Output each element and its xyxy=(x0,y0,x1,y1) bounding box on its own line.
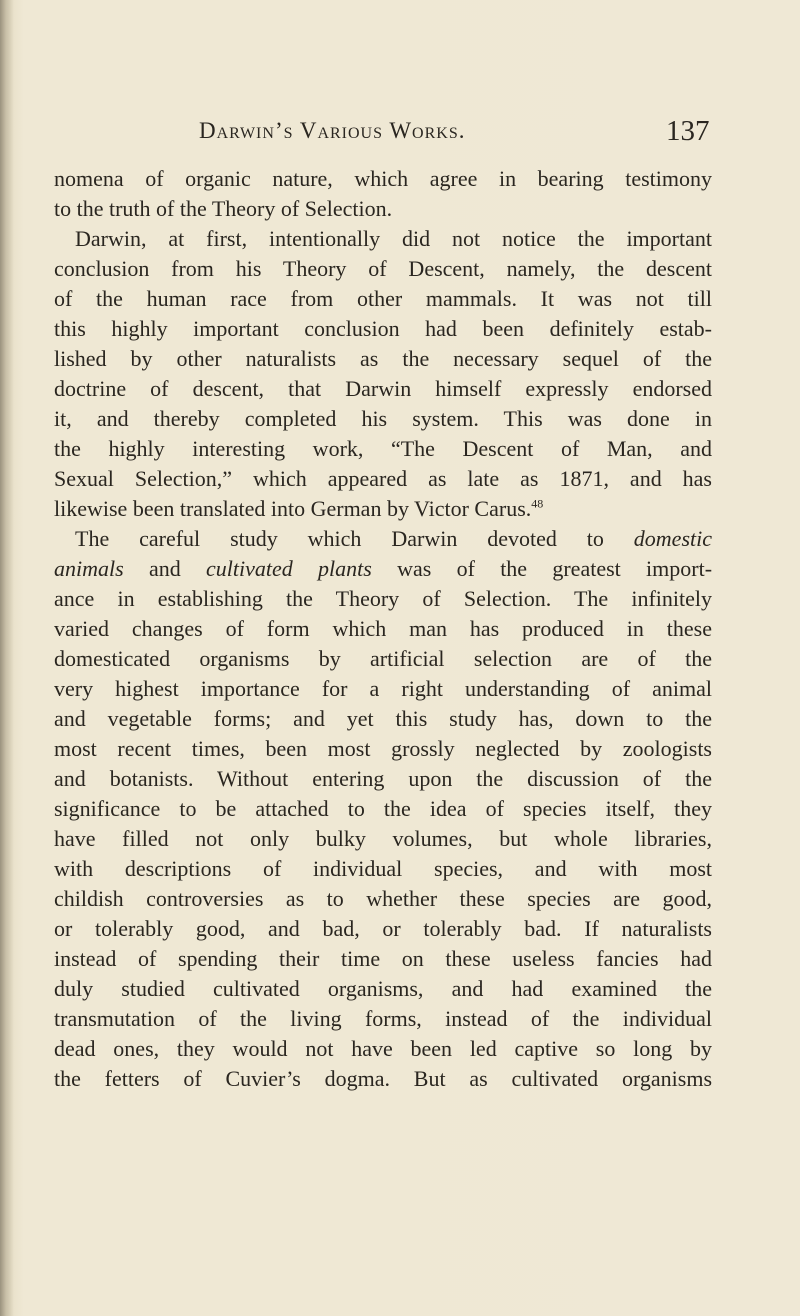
footnote-ref: 48 xyxy=(531,496,544,511)
text-line: it, and thereby completed his system. This was done in xyxy=(54,406,712,431)
text-line: the highly interesting work, “The Descent of Man, and xyxy=(54,436,712,461)
text-line: The careful study which Darwin devoted to domestic xyxy=(75,526,712,551)
text-line: Darwin, at first, intentionally did not notice the important xyxy=(75,226,712,251)
text-line: the fetters of Cuvier’s dogma. But as cultivated organisms xyxy=(54,1066,712,1091)
text-line: nomena of organic nature, which agree in bearing testimony xyxy=(54,166,712,191)
text-line: significance to be attached to the idea of species itself, they xyxy=(54,796,712,821)
text-line: have filled not only bulky volumes, but whole libraries, xyxy=(54,826,712,851)
text-line: lished by other naturalists as the necessary sequel of the xyxy=(54,346,712,371)
text-line: most recent times, been most grossly neglected by zoologists xyxy=(54,736,712,761)
text-line: transmutation of the living forms, instead of the individual xyxy=(54,1006,712,1031)
text-line: ance in establishing the Theory of Selection. The infinitely xyxy=(54,586,712,611)
running-head-title: Darwin’s Various Works. xyxy=(199,118,466,143)
text-line: very highest importance for a right understanding of animal xyxy=(54,676,712,701)
text-line: of the human race from other mammals. It was not till xyxy=(54,286,712,311)
text-line: dead ones, they would not have been led captive so long by xyxy=(54,1036,712,1061)
page-number: 137 xyxy=(666,115,710,147)
text-line: and botanists. Without entering upon the discussion of the xyxy=(54,766,712,791)
text-line: Sexual Selection,” which appeared as late as 1871, and has xyxy=(54,466,712,491)
text-line: childish controversies as to whether these species are good, xyxy=(54,886,712,911)
text-line: doctrine of descent, that Darwin himself expressly endorsed xyxy=(54,376,712,401)
text-line: animals and cultivated plants was of the greatest import- xyxy=(54,556,713,581)
text-line: likewise been translated into German by Victor Carus.$^{48}$ xyxy=(54,496,544,521)
text-line: or tolerably good, and bad, or tolerably bad. If naturalists xyxy=(54,916,712,941)
text-line: varied changes of form which man has produced in these xyxy=(54,616,712,641)
text-line: this highly important conclusion had been definitely estab- xyxy=(54,316,712,341)
text-line: instead of spending their time on these useless fancies had xyxy=(54,946,712,971)
body-text xyxy=(54,164,712,1094)
running-head xyxy=(0,116,800,152)
text-line: with descriptions of individual species, and with most xyxy=(54,856,712,881)
text-line: duly studied cultivated organisms, and had examined the xyxy=(54,976,712,1001)
text-line: conclusion from his Theory of Descent, namely, the descent xyxy=(54,256,712,281)
text-line: domesticated organisms by artificial selection are of the xyxy=(54,646,712,671)
text-line: and vegetable forms; and yet this study has, down to the xyxy=(54,706,712,731)
binding-shadow xyxy=(0,0,14,1316)
text-line: to the truth of the Theory of Selection. xyxy=(54,196,393,221)
